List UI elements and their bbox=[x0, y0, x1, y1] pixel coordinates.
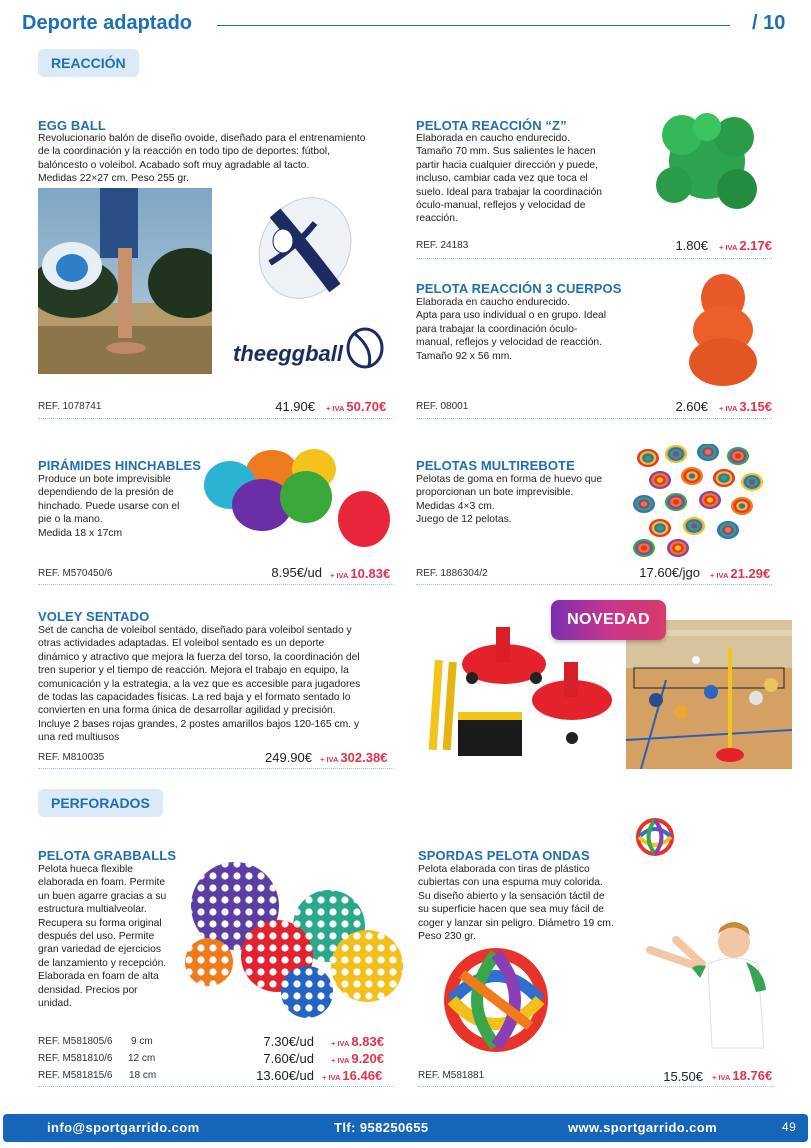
product-desc-egg-ball: Revolucionario balón de diseño ovoide, diseñado para el entrenamiento de la coordinación y la reacción en todo tipo de deportes: fútbol, balóncesto o voleibol. Acabado soft muy agradable al tacto. Medidas 22×27 cm. Peso 255 gr. bbox=[38, 133, 366, 185]
product-desc-multirebote: Pelotas de goma en forma de huevo que proporcionan un bote imprevisible. Medidas 4×3 cm. Juego de 12 pelotas. bbox=[416, 474, 603, 526]
section-tag-reaccion: REACCIÓN bbox=[38, 49, 139, 77]
ref-grabballs-9: REF. M581805/6 bbox=[38, 1036, 113, 1047]
spordas-ball-image bbox=[440, 944, 552, 1061]
price-egg-ball: 41.90€ bbox=[275, 399, 315, 414]
multirebote-ball bbox=[649, 471, 671, 489]
ref-grabballs-12: REF. M581810/6 bbox=[38, 1053, 113, 1064]
price-piramides: 8.95€/ud bbox=[271, 565, 322, 580]
ref-egg-ball: REF. 1078741 bbox=[38, 401, 102, 412]
iva-price-multirebote: + IVA 21.29€ bbox=[710, 566, 771, 581]
iva-price-egg-ball: + IVA 50.70€ bbox=[326, 399, 387, 414]
header-rule bbox=[217, 25, 730, 26]
multirebote-ball bbox=[649, 519, 671, 537]
size-grabballs-18: 18 cm bbox=[129, 1070, 157, 1081]
ref-piramides: REF. M570450/6 bbox=[38, 568, 113, 579]
page-title: Deporte adaptado bbox=[22, 12, 193, 34]
multirebote-ball bbox=[681, 467, 703, 485]
iva-price-spordas: + IVA 18.76€ bbox=[712, 1068, 773, 1083]
spordas-small-ball-image bbox=[634, 816, 676, 863]
divider bbox=[38, 768, 394, 769]
divider bbox=[38, 584, 394, 585]
iva-price-grabballs-12: + IVA 9.20€ bbox=[331, 1051, 384, 1066]
divider bbox=[416, 418, 772, 419]
product-title-egg-ball: EGG BALL bbox=[38, 118, 106, 133]
multirebote-ball bbox=[633, 539, 655, 557]
product-desc-voley: Set de cancha de voleibol sentado, diseñado para voleibol sentado y otras actividades adaptadas. El voleibol sentado es un deporte dinámico y atractivo que mejora la fuerza del torso, la coordinación del tren superior y el tiempo de reacción. Mejora el trabajo en equipo, la comunicación y la estrategia, a la vez que es accesible para jugadores de todas las capacidades físicas. La red baja y el formato sentado lo convierten en una forma única de desarrollar agilidad y precisión. Incluye 2 bases rojas grandes, 2 postes amarillos bajos 120-165 cm. y una red multiusos bbox=[38, 625, 361, 744]
multirebote-ball bbox=[717, 521, 739, 539]
footer-bar bbox=[3, 1114, 808, 1142]
iva-price-reaccion-z: + IVA 2.17€ bbox=[719, 238, 772, 253]
footer-website[interactable]: www.sportgarrido.com bbox=[568, 1120, 718, 1135]
section-number: / 10 bbox=[752, 12, 786, 34]
multirebote-ball bbox=[667, 539, 689, 557]
iva-price-grabballs-9: + IVA 8.83€ bbox=[331, 1034, 384, 1049]
multirebote-ball bbox=[741, 473, 763, 491]
multirebote-ball bbox=[697, 444, 719, 461]
egg-ball-photo bbox=[38, 188, 212, 374]
piramides-image bbox=[202, 447, 394, 558]
multirebote-ball bbox=[633, 495, 655, 513]
divider bbox=[418, 1086, 774, 1087]
svg-text:theeggball: theeggball bbox=[233, 341, 344, 366]
multirebote-ball bbox=[665, 445, 687, 463]
product-desc-piramides: Produce un bote imprevisible dependiendo de la presión de hinchado. Puede usarse con el pie o la mano. Medida 18 x 17cm bbox=[38, 474, 180, 539]
product-title-spordas: SPORDAS PELOTA ONDAS bbox=[418, 848, 590, 863]
price-reaccion-z: 1.80€ bbox=[675, 238, 708, 253]
product-desc-spordas: Pelota elaborada con tiras de plástico cubiertas con una espuma muy colorida. Su diseño abierto y la sensación táctil de su superficie hacen que sea muy fácil de coger y lanzar sin peligro. Diámetro 19 cm. Peso 230 gr. bbox=[418, 864, 614, 943]
product-desc-grabballs: Pelota hueca flexible elaborada en foam. Permite un buen agarre gracias a su estructura multialveolar. Recupera su forma original después del uso. Permite gran variedad de ejercicios de lanzamiento y recepción. Elaborada en foam de alta densidad. Precios por unidad. bbox=[38, 864, 167, 1010]
size-grabballs-12: 12 cm bbox=[128, 1053, 156, 1064]
novedad-badge: NOVEDAD bbox=[551, 600, 666, 640]
price-spordas: 15.50€ bbox=[663, 1069, 703, 1084]
egg-ball-product-image bbox=[255, 193, 355, 308]
divider bbox=[38, 1086, 394, 1087]
ref-grabballs-18: REF. M581815/6 bbox=[38, 1070, 113, 1081]
price-voley: 249.90€ bbox=[265, 750, 312, 765]
ref-voley: REF. M810035 bbox=[38, 752, 105, 763]
multirebote-ball bbox=[683, 517, 705, 535]
iva-price-piramides: + IVA 10.83€ bbox=[330, 566, 391, 581]
child-throwing-image bbox=[646, 920, 772, 1057]
ref-spordas: REF. M581881 bbox=[418, 1070, 485, 1081]
product-title-grabballs: PELOTA GRABBALLS bbox=[38, 848, 177, 863]
product-title-reaccion-z: PELOTA REACCIÓN “Z” bbox=[416, 118, 567, 133]
voley-court-photo bbox=[626, 620, 792, 774]
ref-multirebote: REF. 1886304/2 bbox=[416, 568, 488, 579]
product-desc-reaccion-z: Elaborada en caucho endurecido. Tamaño 70 mm. Sus salientes le hacen partir hacia cualquier dirección y puede, incluso, cambiar cada vez que toca el suelo. Ideal para trabajar la coordinación óculo-manual, reflejos y velocidad de reacción. bbox=[416, 133, 603, 225]
ref-reaccion-z: REF. 24183 bbox=[416, 240, 469, 251]
multirebote-image bbox=[630, 444, 770, 564]
price-grabballs-12: 7.60€/ud bbox=[263, 1051, 314, 1066]
price-grabballs-18: 13.60€/ud bbox=[256, 1068, 314, 1083]
multirebote-ball bbox=[637, 449, 659, 467]
grabballs-image bbox=[183, 858, 405, 1029]
product-desc-reaccion-3: Elaborada en caucho endurecido. Apta para uso individual o en grupo. Ideal para trabajar la coordinación óculo- manual, reflejos y velocidad de reacción. Tamaño 92 x 56 mm. bbox=[416, 297, 607, 362]
product-title-voley: VOLEY SENTADO bbox=[38, 609, 150, 624]
multirebote-ball bbox=[731, 497, 753, 515]
iva-price-reaccion-3: + IVA 3.15€ bbox=[719, 399, 772, 414]
iva-price-voley: + IVA 302.38€ bbox=[320, 750, 388, 765]
divider bbox=[38, 418, 394, 419]
ref-reaccion-3: REF. 08001 bbox=[416, 401, 469, 412]
multirebote-ball bbox=[727, 447, 749, 465]
multirebote-ball bbox=[713, 469, 735, 487]
reaccion-3-ball-image bbox=[683, 270, 763, 393]
price-multirebote: 17.60€/jgo bbox=[639, 565, 700, 580]
divider bbox=[416, 258, 772, 259]
price-grabballs-9: 7.30€/ud bbox=[263, 1034, 314, 1049]
voley-equipment-image bbox=[424, 622, 624, 767]
size-grabballs-9: 9 cm bbox=[131, 1036, 153, 1047]
product-title-reaccion-3: PELOTA REACCIÓN 3 CUERPOS bbox=[416, 281, 622, 296]
multirebote-ball bbox=[665, 493, 687, 511]
page-number: 49 bbox=[782, 1120, 797, 1134]
multirebote-ball bbox=[699, 491, 721, 509]
product-title-piramides: PIRÁMIDES HINCHABLES bbox=[38, 458, 202, 473]
product-title-multirebote: PELOTAS MULTIREBOTE bbox=[416, 458, 575, 473]
footer-phone[interactable]: Tlf: 958250655 bbox=[334, 1120, 429, 1135]
price-reaccion-3: 2.60€ bbox=[675, 399, 708, 414]
iva-price-grabballs-18: + IVA 16.46€ bbox=[322, 1068, 383, 1083]
divider bbox=[416, 584, 772, 585]
theeggball-logo bbox=[233, 326, 388, 377]
footer-email[interactable]: info@sportgarrido.com bbox=[47, 1120, 200, 1135]
section-tag-perforados: PERFORADOS bbox=[38, 789, 163, 817]
reaccion-z-ball-image bbox=[652, 105, 762, 222]
